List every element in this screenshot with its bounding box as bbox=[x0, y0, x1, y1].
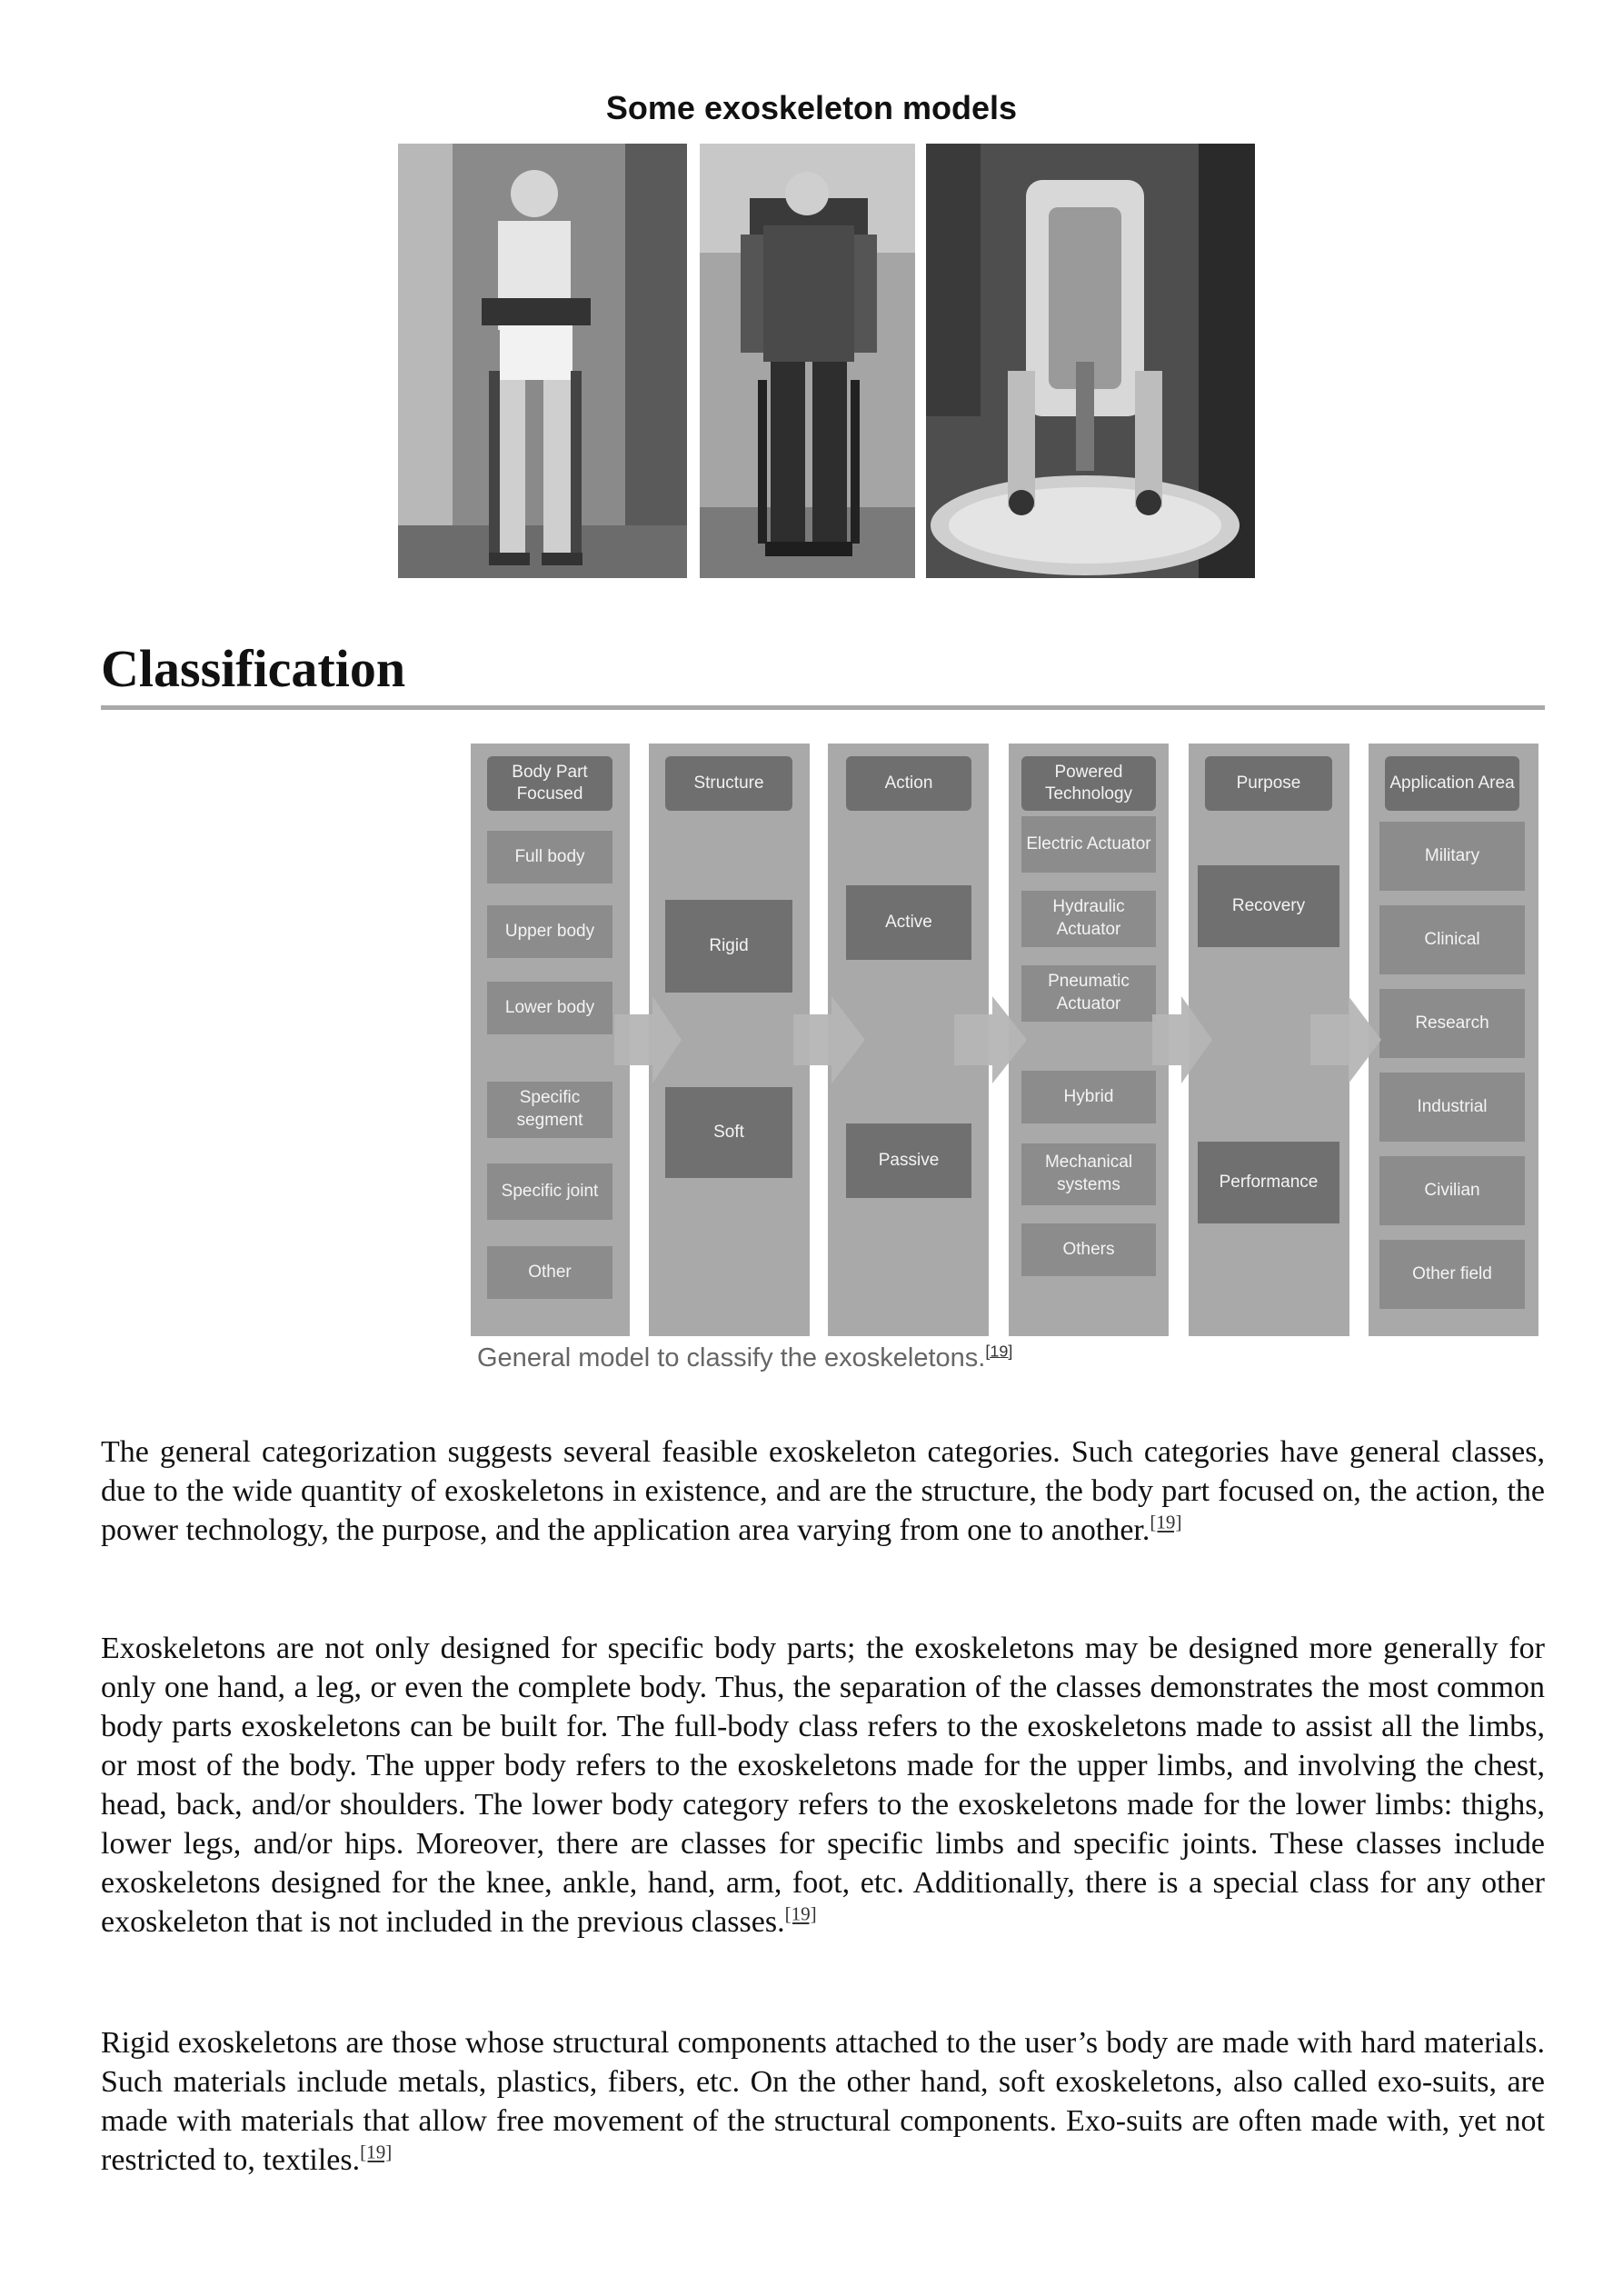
category-item: Hybrid bbox=[1021, 1071, 1156, 1123]
category-item: Specific segment bbox=[487, 1082, 612, 1138]
caption-text: General model to classify the exoskeletons. bbox=[477, 1343, 986, 1373]
category-item: Performance bbox=[1198, 1142, 1339, 1223]
category-item: Military bbox=[1379, 822, 1525, 891]
paragraph-text: Exoskeletons are not only designed for specific body parts; the exoskeletons may be designed more generally for only one hand, a leg, or even the complete body. Thus, the separation of the classes demonstrates the most common body parts exoskeletons can be built for. The full-body class refers to the exoskeletons made to assist all the limbs, or most of the body. The upper body refers to the exoskeletons made for the upper limbs, and involving the chest, head, back, and/or shoulders. The lower body category refers to the exoskeletons made for the lower limbs: thighs, lower legs, and/or hips. Moreover, there are classes for specific limbs and specific joints. These classes include exoskeletons designed for the knee, ankle, hand, arm, foot, etc. Additionally, there is a special class for any other exoskeleton that is not included in the previous classes. bbox=[101, 1632, 1545, 1939]
paragraph bbox=[101, 2023, 1545, 2180]
arrow-right-icon bbox=[614, 996, 682, 1083]
column-header: Body Part Focused bbox=[487, 756, 612, 811]
exoskeleton-photo-2 bbox=[700, 144, 915, 578]
figure-caption bbox=[477, 1343, 1012, 1373]
category-item: Other field bbox=[1379, 1240, 1525, 1309]
category-item: Electric Actuator bbox=[1021, 816, 1156, 873]
category-item: Industrial bbox=[1379, 1073, 1525, 1142]
citation-link[interactable]: [19] bbox=[784, 1902, 817, 1925]
classification-diagram bbox=[471, 744, 1538, 1336]
arrow-right-icon bbox=[793, 996, 865, 1083]
paragraph-text: Rigid exoskeletons are those whose structural components attached to the user’s body are made with hard materials. Such materials include metals, plastics, fibers, etc. On the other hand, soft exoskeletons, also called exo-suits, are made with materials that allow free movement of the structural components. Exo-suits are often made with, yet not restricted to, textiles. bbox=[101, 2026, 1545, 2177]
paragraph bbox=[101, 1433, 1545, 1550]
exoskeleton-photo-3 bbox=[926, 144, 1255, 578]
column-header: Application Area bbox=[1385, 756, 1519, 811]
category-item: Active bbox=[846, 885, 971, 960]
column-header: Purpose bbox=[1205, 756, 1332, 811]
category-item: Full body bbox=[487, 831, 612, 883]
category-item: Specific joint bbox=[487, 1163, 612, 1220]
category-item: Upper body bbox=[487, 905, 612, 958]
section-heading: Classification bbox=[101, 639, 406, 698]
category-item: Lower body bbox=[487, 982, 612, 1034]
category-item: Pneumatic Actuator bbox=[1021, 965, 1156, 1022]
category-item: Others bbox=[1021, 1223, 1156, 1276]
citation-link[interactable]: [19] bbox=[360, 2141, 393, 2163]
flow-arrows bbox=[471, 744, 1538, 1336]
category-item: Civilian bbox=[1379, 1156, 1525, 1225]
column-header: Powered Technology bbox=[1021, 756, 1156, 811]
citation-link[interactable]: [19] bbox=[985, 1342, 1013, 1361]
category-item: Other bbox=[487, 1246, 612, 1299]
category-item: Rigid bbox=[665, 900, 792, 993]
arrow-right-icon bbox=[1152, 996, 1212, 1083]
paragraph bbox=[101, 1629, 1545, 1942]
citation-link[interactable]: [19] bbox=[1150, 1511, 1182, 1533]
paragraph-text: The general categorization suggests several feasible exoskeleton categories. Such categories have general classes, due to the wide quantity of exoskeletons in existence, and are the structure, the body part focused on, the action, the power technology, the purpose, and the application area varying from one to another. bbox=[101, 1435, 1545, 1547]
column-header: Structure bbox=[665, 756, 792, 811]
category-item: Hydraulic Actuator bbox=[1021, 891, 1156, 947]
category-item: Soft bbox=[665, 1087, 792, 1178]
category-item: Mechanical systems bbox=[1021, 1143, 1156, 1205]
category-item: Clinical bbox=[1379, 905, 1525, 974]
column-header: Action bbox=[846, 756, 971, 811]
category-item: Research bbox=[1379, 989, 1525, 1058]
arrow-right-icon bbox=[1310, 996, 1381, 1083]
category-item: Passive bbox=[846, 1123, 971, 1198]
arrow-right-icon bbox=[954, 996, 1027, 1083]
exoskeleton-photo-1 bbox=[398, 144, 687, 578]
heading-divider bbox=[101, 705, 1545, 710]
category-item: Recovery bbox=[1198, 865, 1339, 947]
gallery-title: Some exoskeleton models bbox=[605, 89, 1018, 126]
